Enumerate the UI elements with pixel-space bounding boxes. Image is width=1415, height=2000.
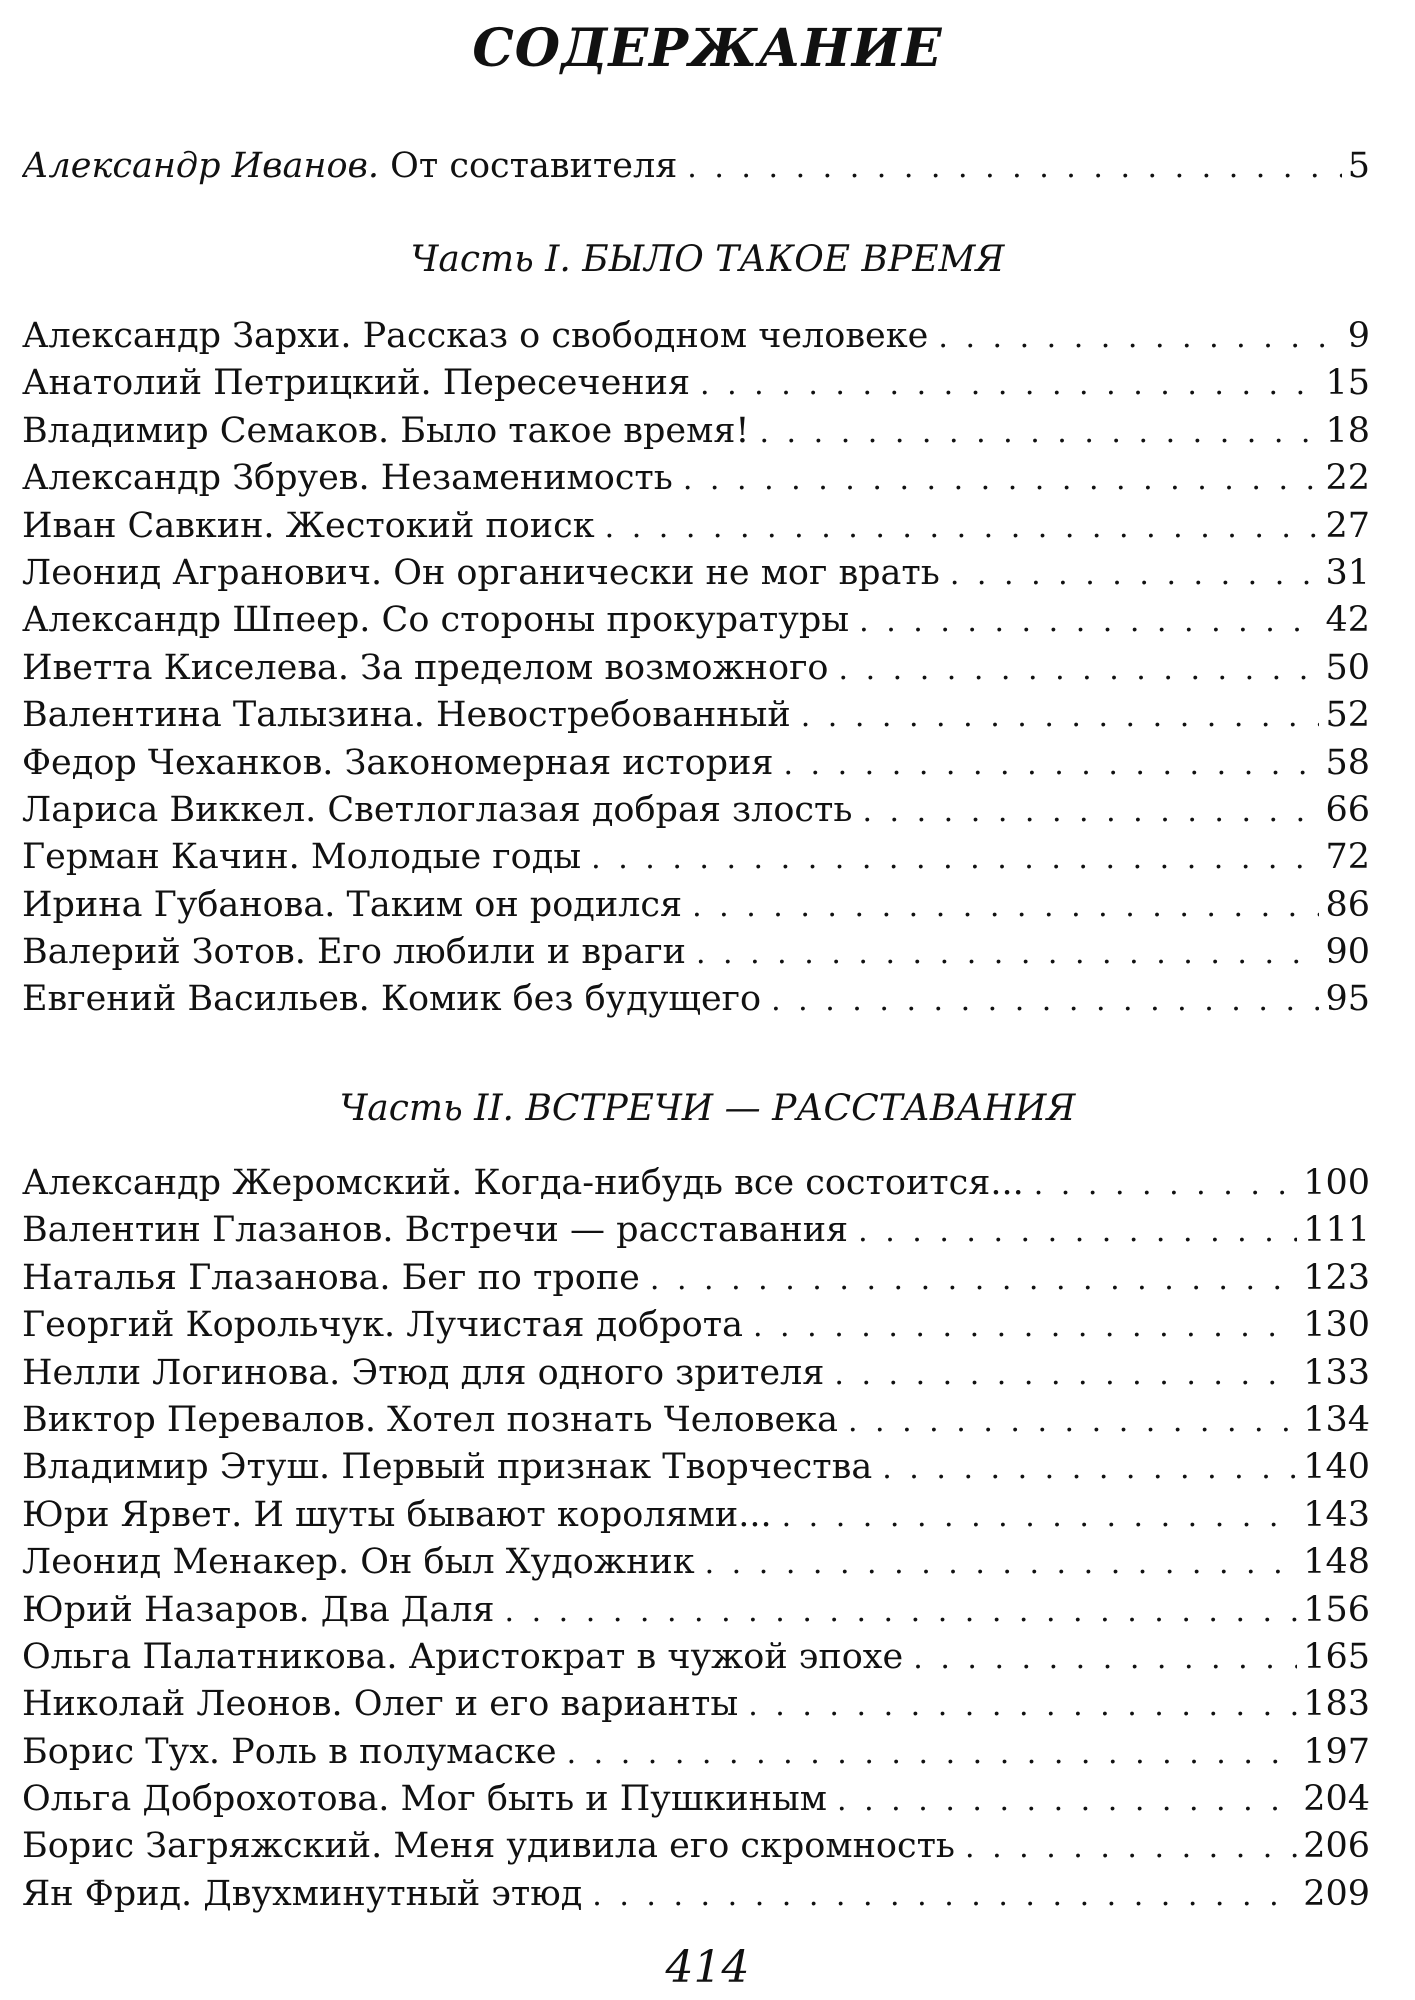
toc-entry xyxy=(22,929,1370,976)
dot-leader xyxy=(913,1635,1297,1681)
toc-page-number: 72 xyxy=(1325,837,1370,878)
part-1-list xyxy=(22,313,1370,1024)
toc-page-number: 86 xyxy=(1325,884,1370,925)
dot-leader xyxy=(965,1824,1297,1870)
toc-entry-text: Владимир Этуш. Первый признак Творчества xyxy=(22,1447,873,1488)
toc-entry xyxy=(22,1350,1370,1397)
toc-entry-text: Иветта Киселева. За пределом возможного xyxy=(22,647,829,688)
toc-entry xyxy=(22,597,1370,644)
toc-entry xyxy=(22,1492,1370,1539)
toc-entry-intro xyxy=(22,143,1370,190)
toc-entry xyxy=(22,1871,1370,1918)
toc-page-number: 148 xyxy=(1303,1542,1370,1583)
toc-page-number: 31 xyxy=(1325,552,1370,593)
toc-entry xyxy=(22,1823,1370,1870)
toc-page-number: 183 xyxy=(1303,1684,1370,1725)
toc-page-number: 52 xyxy=(1325,695,1370,736)
toc-entry xyxy=(22,313,1370,360)
toc-entry-text: Леонид Агранович. Он органически не мог врать xyxy=(22,552,940,593)
toc-page-number: 100 xyxy=(1303,1163,1370,1203)
toc-entry-text: Валерий Зотов. Его любили и враги xyxy=(22,932,686,973)
toc-entry xyxy=(22,1160,1370,1207)
dot-leader xyxy=(696,930,1319,976)
dot-leader xyxy=(687,144,1341,190)
toc-entry xyxy=(22,408,1370,455)
toc-entry-text xyxy=(22,143,677,190)
toc-entry xyxy=(22,1587,1370,1634)
toc-entry-title: От составителя xyxy=(390,146,678,186)
toc-entry-text: Валентина Талызина. Невостребованный xyxy=(22,695,791,736)
toc-page-number: 143 xyxy=(1303,1494,1370,1535)
toc-page-number: 58 xyxy=(1325,742,1370,783)
part-2-heading: Часть II. ВСТРЕЧИ — РАССТАВАНИЯ xyxy=(339,1088,1076,1129)
toc-page-number: 156 xyxy=(1303,1589,1370,1630)
toc-entry-text: Борис Тух. Роль в полумаске xyxy=(22,1731,557,1772)
toc-entry-text: Виктор Перевалов. Хотел познать Человека xyxy=(22,1399,838,1440)
toc-entry xyxy=(22,645,1370,692)
dot-leader xyxy=(705,1540,1298,1586)
toc-entry xyxy=(22,787,1370,834)
dot-leader xyxy=(858,1208,1297,1254)
toc-entry-text: Георгий Корольчук. Лучистая доброта xyxy=(22,1305,743,1346)
toc-entry xyxy=(22,550,1370,597)
toc-entry-text: Александр Жеромский. Когда-нибудь все состоится... xyxy=(22,1163,1024,1203)
toc-entry xyxy=(22,1539,1370,1586)
toc-entry-text: Наталья Глазанова. Бег по тропе xyxy=(22,1257,640,1298)
dot-leader xyxy=(837,1777,1297,1823)
toc-entry xyxy=(22,1207,1370,1254)
toc-entry xyxy=(22,834,1370,881)
toc-page-number: 197 xyxy=(1303,1731,1370,1772)
dot-leader xyxy=(782,1493,1298,1539)
toc-page-number: 5 xyxy=(1347,146,1370,186)
dot-leader xyxy=(567,1730,1298,1776)
dot-leader xyxy=(938,314,1341,360)
toc-page-number: 209 xyxy=(1303,1873,1370,1914)
dot-leader xyxy=(748,1682,1297,1728)
intro-list xyxy=(22,143,1370,190)
toc-entry-author: Александр Иванов. xyxy=(22,146,380,186)
page-number-folio: 414 xyxy=(665,1942,750,1993)
toc-page-number: 18 xyxy=(1325,410,1370,451)
toc-page-number: 123 xyxy=(1303,1257,1370,1298)
dot-leader xyxy=(505,1588,1298,1634)
page-title: СОДЕРЖАНИЕ xyxy=(472,18,943,79)
toc-entry xyxy=(22,1444,1370,1491)
dot-leader xyxy=(692,883,1319,929)
toc-entry-text: Анатолий Петрицкий. Пересечения xyxy=(22,363,691,404)
dot-leader xyxy=(650,1256,1297,1302)
dot-leader xyxy=(759,409,1319,455)
dot-leader xyxy=(859,598,1319,644)
toc-entry-text: Александр Шпеер. Со стороны прокуратуры xyxy=(22,600,850,641)
dot-leader xyxy=(592,1872,1297,1918)
toc-entry xyxy=(22,1255,1370,1302)
dot-leader xyxy=(605,504,1320,550)
toc-page-number: 95 xyxy=(1325,979,1370,1020)
part-2-list xyxy=(22,1160,1370,1918)
toc-entry xyxy=(22,360,1370,407)
toc-entry-text: Владимир Семаков. Было такое время! xyxy=(22,410,750,451)
toc-entry xyxy=(22,1397,1370,1444)
toc-entry-text: Ольга Палатникова. Аристократ в чужой эпохе xyxy=(22,1636,904,1677)
toc-page-number: 206 xyxy=(1303,1826,1370,1867)
toc-entry-text: Валентин Глазанов. Встречи — расставания xyxy=(22,1210,849,1251)
toc-page-number: 134 xyxy=(1303,1399,1370,1440)
toc-entry xyxy=(22,455,1370,502)
dot-leader xyxy=(950,551,1320,597)
toc-entry xyxy=(22,976,1370,1023)
toc-entry xyxy=(22,503,1370,550)
toc-entry-text: Юри Ярвет. И шуты бывают королями... xyxy=(22,1494,772,1535)
toc-page-number: 204 xyxy=(1303,1779,1370,1820)
toc-entry-text: Лариса Виккел. Светлоглазая добрая злость xyxy=(22,789,853,830)
toc-entry xyxy=(22,740,1370,787)
toc-entry-text: Александр Зархи. Рассказ о свободном человеке xyxy=(22,316,929,356)
dot-leader xyxy=(839,646,1320,692)
toc-page-number: 27 xyxy=(1325,505,1370,546)
toc-entry-text: Александр Збруев. Незаменимость xyxy=(22,458,673,499)
toc-entry-text: Ирина Губанова. Таким он родился xyxy=(22,884,683,925)
dot-leader xyxy=(771,977,1319,1023)
toc-entry xyxy=(22,1776,1370,1823)
toc-page-number: 133 xyxy=(1303,1352,1370,1393)
toc-entry xyxy=(22,1634,1370,1681)
toc-page-number: 130 xyxy=(1303,1305,1370,1346)
toc-entry-text: Юрий Назаров. Два Даля xyxy=(22,1589,495,1630)
toc-page-number: 15 xyxy=(1325,363,1370,404)
toc-page-number: 165 xyxy=(1303,1636,1370,1677)
toc-entry-text: Леонид Менакер. Он был Художник xyxy=(22,1542,695,1583)
toc-entry-text: Ян Фрид. Двухминутный этюд xyxy=(22,1873,583,1914)
toc-entry-text: Нелли Логинова. Этюд для одного зрителя xyxy=(22,1352,825,1393)
toc-entry xyxy=(22,1729,1370,1776)
dot-leader xyxy=(1034,1161,1297,1207)
dot-leader xyxy=(783,741,1319,787)
dot-leader xyxy=(591,835,1319,881)
toc-entry-text: Евгений Васильев. Комик без будущего xyxy=(22,979,762,1020)
dot-leader xyxy=(683,456,1320,502)
toc-page-number: 111 xyxy=(1303,1210,1370,1251)
toc-entry-text: Герман Качин. Молодые годы xyxy=(22,837,582,878)
dot-leader xyxy=(882,1445,1297,1491)
toc-entry-text: Ольга Доброхотова. Мог быть и Пушкиным xyxy=(22,1779,828,1820)
dot-leader xyxy=(848,1398,1297,1444)
toc-page-number: 42 xyxy=(1325,600,1370,641)
toc-entry-text: Борис Загряжский. Меня удивила его скромность xyxy=(22,1826,955,1867)
toc-entry-text: Иван Савкин. Жестокий поиск xyxy=(22,505,595,546)
dot-leader xyxy=(801,693,1320,739)
toc-entry xyxy=(22,692,1370,739)
toc-entry-text: Николай Леонов. Олег и его варианты xyxy=(22,1684,739,1725)
dot-leader xyxy=(700,361,1319,407)
dot-leader xyxy=(862,788,1319,834)
toc-page-number: 22 xyxy=(1325,458,1370,499)
toc-entry xyxy=(22,882,1370,929)
toc-page-number: 50 xyxy=(1325,647,1370,688)
dot-leader xyxy=(834,1351,1297,1397)
toc-page-number: 140 xyxy=(1303,1447,1370,1488)
toc-entry xyxy=(22,1681,1370,1728)
toc-entry-text: Федор Чеханков. Закономерная история xyxy=(22,742,774,783)
toc-entry xyxy=(22,1302,1370,1349)
toc-page-number: 90 xyxy=(1325,932,1370,973)
dot-leader xyxy=(753,1303,1297,1349)
part-1-heading: Часть I. БЫЛО ТАКОЕ ВРЕМЯ xyxy=(410,239,1005,280)
toc-page-number: 66 xyxy=(1325,789,1370,830)
toc-page-number: 9 xyxy=(1347,316,1370,356)
